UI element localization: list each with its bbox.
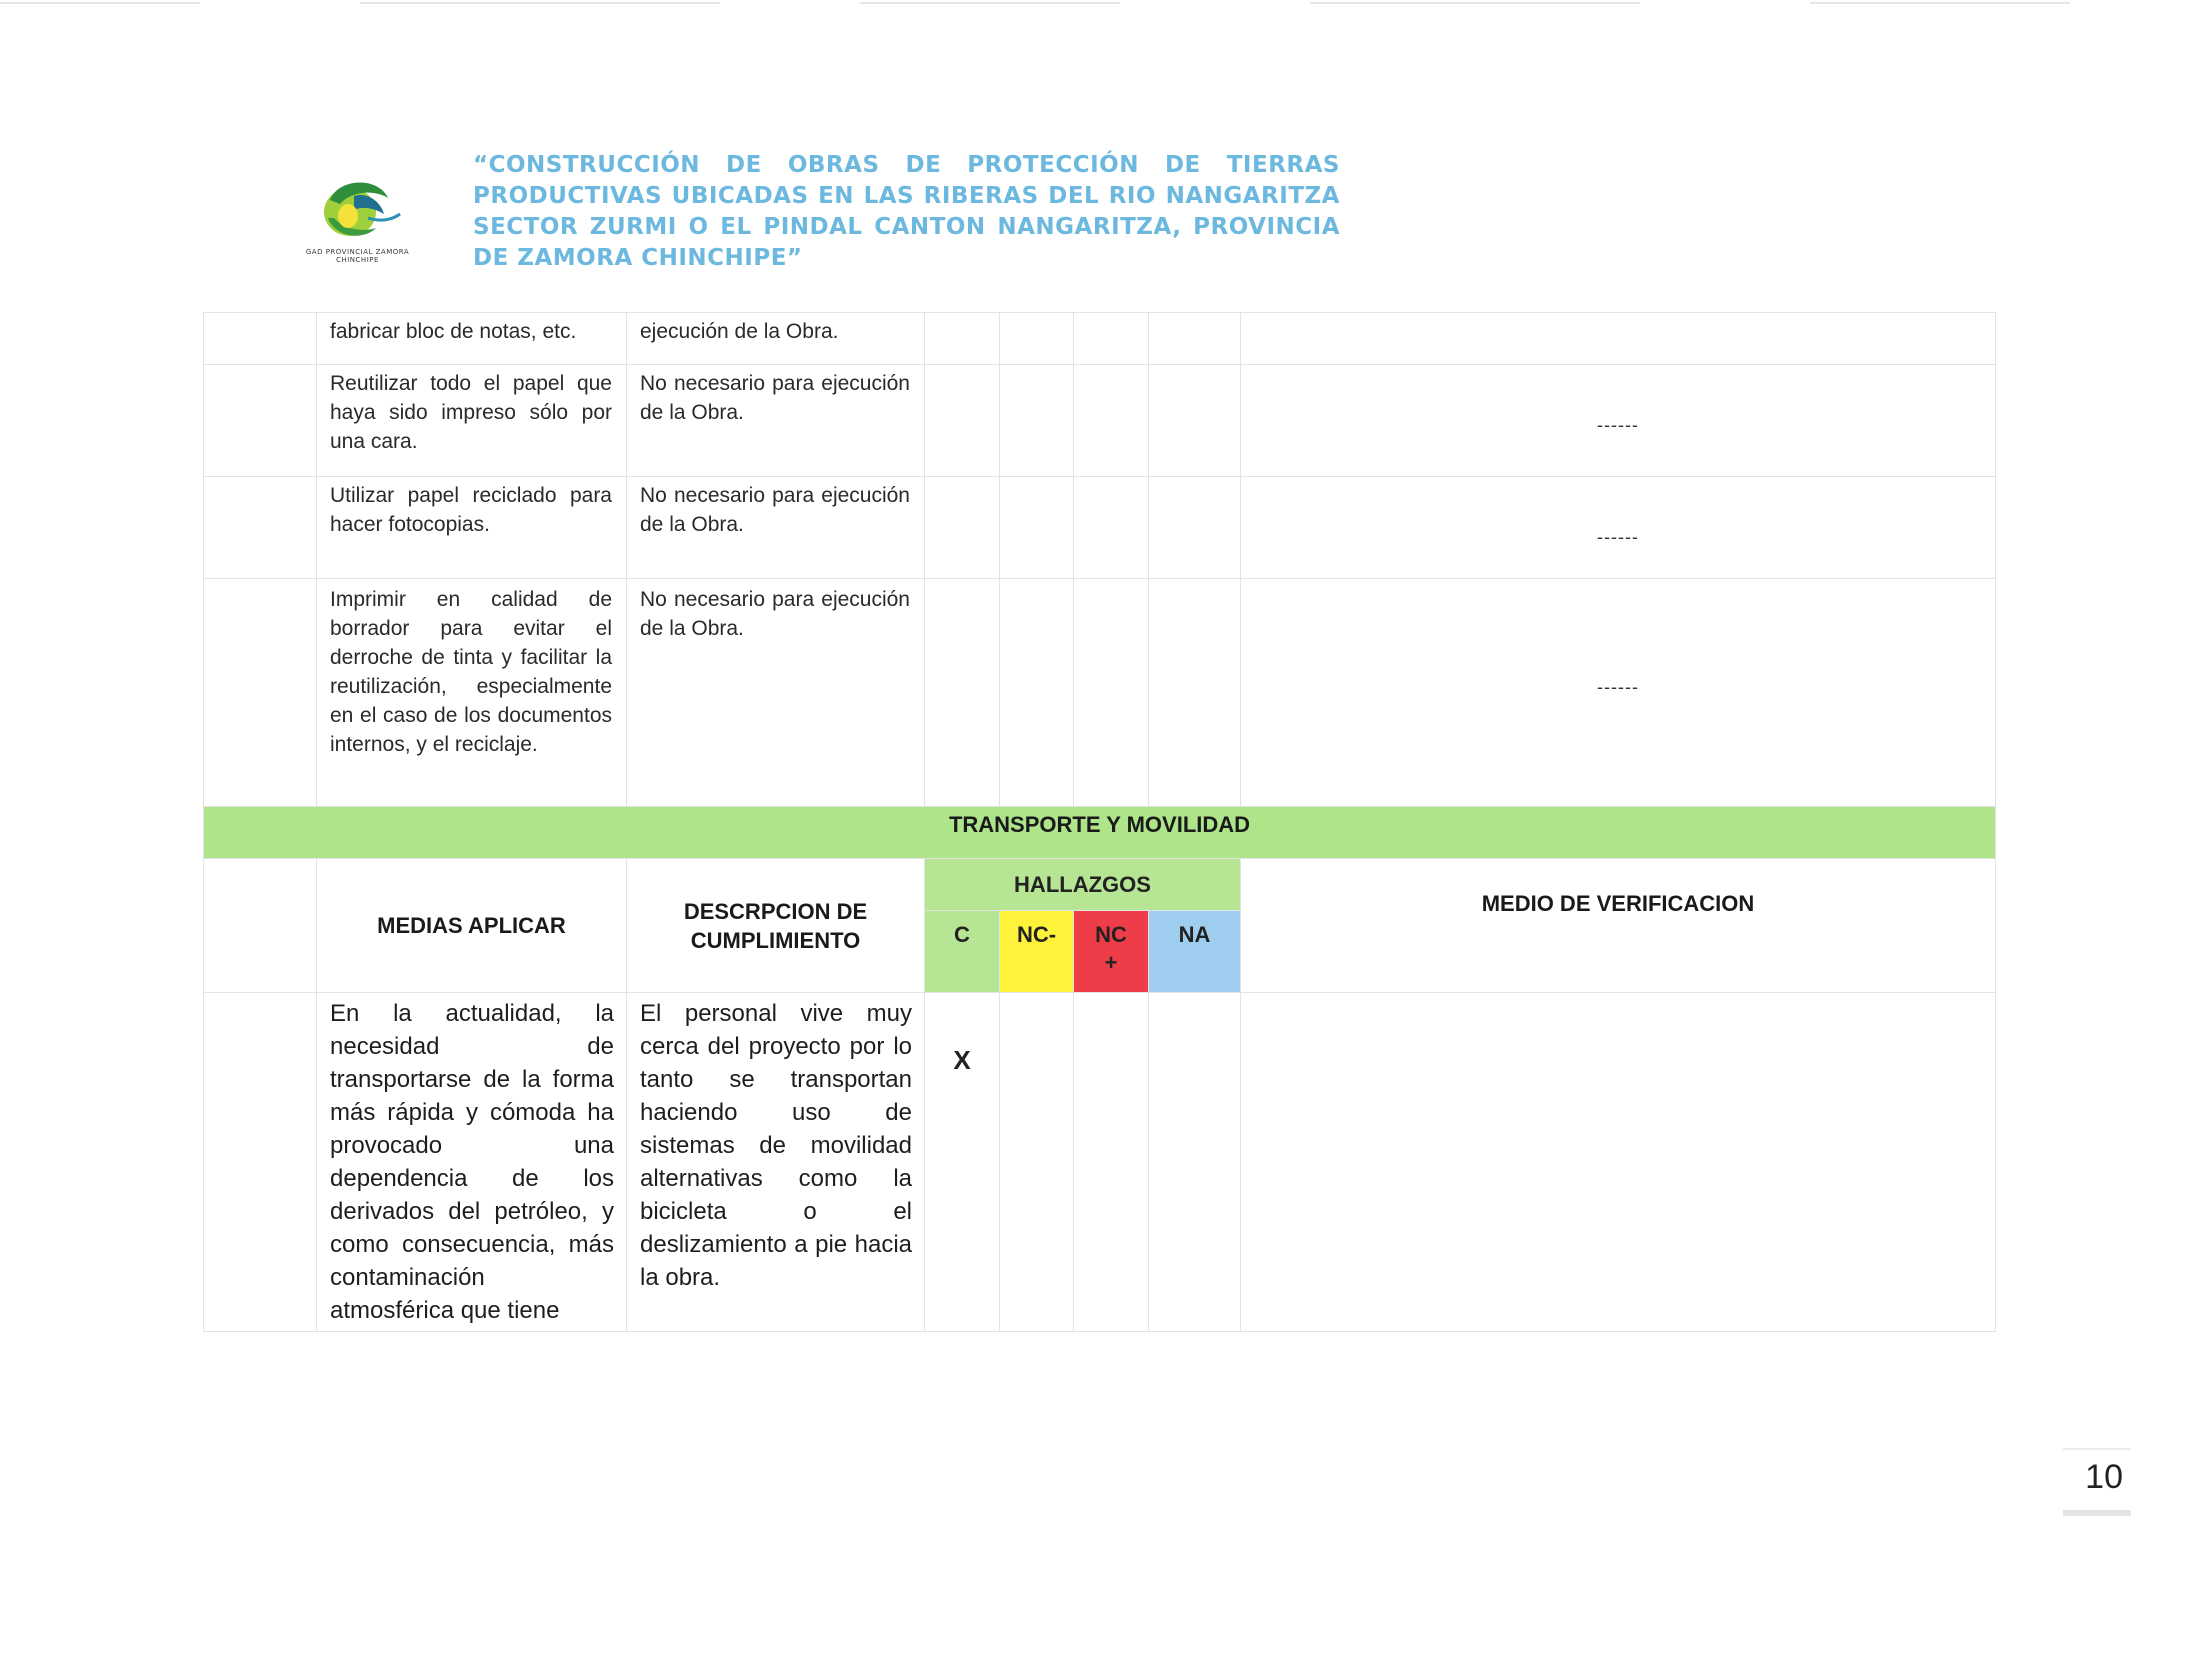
measure-text: Imprimir en calidad de borrador para evitar el derroche de tinta y facilitar la reutilización, especialmente en el caso de los documentos internos, y el reciclaje. [330, 588, 612, 756]
c-cell [925, 579, 1000, 807]
table-row [204, 313, 1996, 365]
empty-cell [204, 859, 317, 993]
empty-cell [204, 313, 317, 365]
verification-cell [1241, 477, 1996, 579]
verification-text: ------ [1597, 415, 1639, 435]
description-text: No necesario para ejecución de la Obra. [640, 484, 910, 536]
table-row [204, 365, 1996, 477]
description-cell [627, 313, 925, 365]
nc-plus-cell [1074, 477, 1149, 579]
table-row [204, 993, 1996, 1332]
measure-cell [317, 993, 627, 1332]
description-cell [627, 477, 925, 579]
table-row [204, 477, 1996, 579]
measure-cell [317, 313, 627, 365]
nc-plus-cell [1074, 365, 1149, 477]
measures-header: MEDIAS APLICAR [317, 859, 627, 993]
page-number-box [2063, 1448, 2131, 1516]
nc-minus-cell [1000, 477, 1074, 579]
nc-plus-cell [1074, 993, 1149, 1332]
description-text: El personal vive muy cerca del proyecto por lo tanto se transportan haciendo uso de sistemas de movilidad alternativas como la bicicleta o el deslizamiento a pie hacia la obra. [640, 1000, 912, 1291]
description-cell [627, 365, 925, 477]
table-row [204, 579, 1996, 807]
scan-artifact [860, 2, 1120, 4]
empty-cell [204, 579, 317, 807]
na-cell [1149, 477, 1241, 579]
nc-minus-cell [1000, 579, 1074, 807]
environmental-measures-table [203, 312, 1996, 1332]
logo-caption: GAD PROVINCIAL ZAMORA CHINCHIPE [305, 248, 410, 264]
c-cell [925, 365, 1000, 477]
hallazgos-header: HALLAZGOS [925, 859, 1241, 911]
c-cell [925, 313, 1000, 365]
empty-cell [204, 477, 317, 579]
empty-cell [204, 993, 317, 1332]
na-cell [1149, 579, 1241, 807]
verification-cell [1241, 579, 1996, 807]
scan-artifact [0, 2, 200, 4]
section-title: TRANSPORTE Y MOVILIDAD [948, 812, 1251, 837]
na-header: NA [1149, 911, 1241, 993]
c-mark: X [925, 993, 1000, 1332]
measure-cell [317, 477, 627, 579]
nc-plus-header-line1: NC [1095, 922, 1127, 947]
measure-text: fabricar bloc de notas, etc. [330, 320, 577, 343]
empty-cell [204, 365, 317, 477]
c-cell [925, 477, 1000, 579]
verification-cell [1241, 365, 1996, 477]
measure-text: Utilizar papel reciclado para hacer fotocopias. [330, 484, 612, 536]
na-cell [1149, 313, 1241, 365]
na-cell [1149, 365, 1241, 477]
nc-plus-header-line2: + [1104, 950, 1118, 975]
description-text: No necesario para ejecución de la Obra. [640, 588, 910, 640]
measure-text: En la actualidad, la necesidad de transportarse de la forma más rápida y cómoda ha provocado una dependencia de los derivados del petróleo, y como consecuencia, más contaminación atmosférica que tiene [330, 1000, 614, 1324]
nc-plus-header [1074, 911, 1149, 993]
scan-artifact [1310, 2, 1640, 4]
verification-cell [1241, 313, 1996, 365]
nc-minus-cell [1000, 993, 1074, 1332]
nc-minus-cell [1000, 365, 1074, 477]
verification-text: ------ [1597, 527, 1639, 547]
verification-text: ------ [1597, 677, 1639, 697]
verification-cell [1241, 993, 1996, 1332]
measure-cell [317, 365, 627, 477]
description-cell [627, 993, 925, 1332]
section-header-row [204, 807, 1996, 859]
description-text: ejecución de la Obra. [640, 320, 839, 343]
table-header-row [204, 859, 1996, 911]
scan-artifact [1810, 2, 2070, 4]
measure-cell [317, 579, 627, 807]
description-header: DESCRPCION DE CUMPLIMIENTO [627, 859, 925, 993]
description-text: No necesario para ejecución de la Obra. [640, 372, 910, 424]
scan-artifact [360, 2, 720, 4]
nc-plus-cell [1074, 313, 1149, 365]
na-cell [1149, 993, 1241, 1332]
nc-minus-cell [1000, 313, 1074, 365]
nc-minus-header: NC- [1000, 911, 1074, 993]
section-header-cell [204, 807, 1996, 859]
c-header: C [925, 911, 1000, 993]
measure-text: Reutilizar todo el papel que haya sido impreso sólo por una cara. [330, 372, 612, 453]
page-number: 10 [2085, 1458, 2123, 1496]
document-title: “CONSTRUCCIÓN DE OBRAS DE PROTECCIÓN DE TIERRAS PRODUCTIVAS UBICADAS EN LAS RIBERAS DEL RIO NANGARITZA SECTOR ZURMI O EL PINDAL CANTON NANGARITZA, PROVINCIA DE ZAMORA CHINCHIPE” [473, 152, 1340, 271]
description-cell [627, 579, 925, 807]
nc-plus-cell [1074, 579, 1149, 807]
verification-header: MEDIO DE VERIFICACION [1241, 859, 1996, 993]
